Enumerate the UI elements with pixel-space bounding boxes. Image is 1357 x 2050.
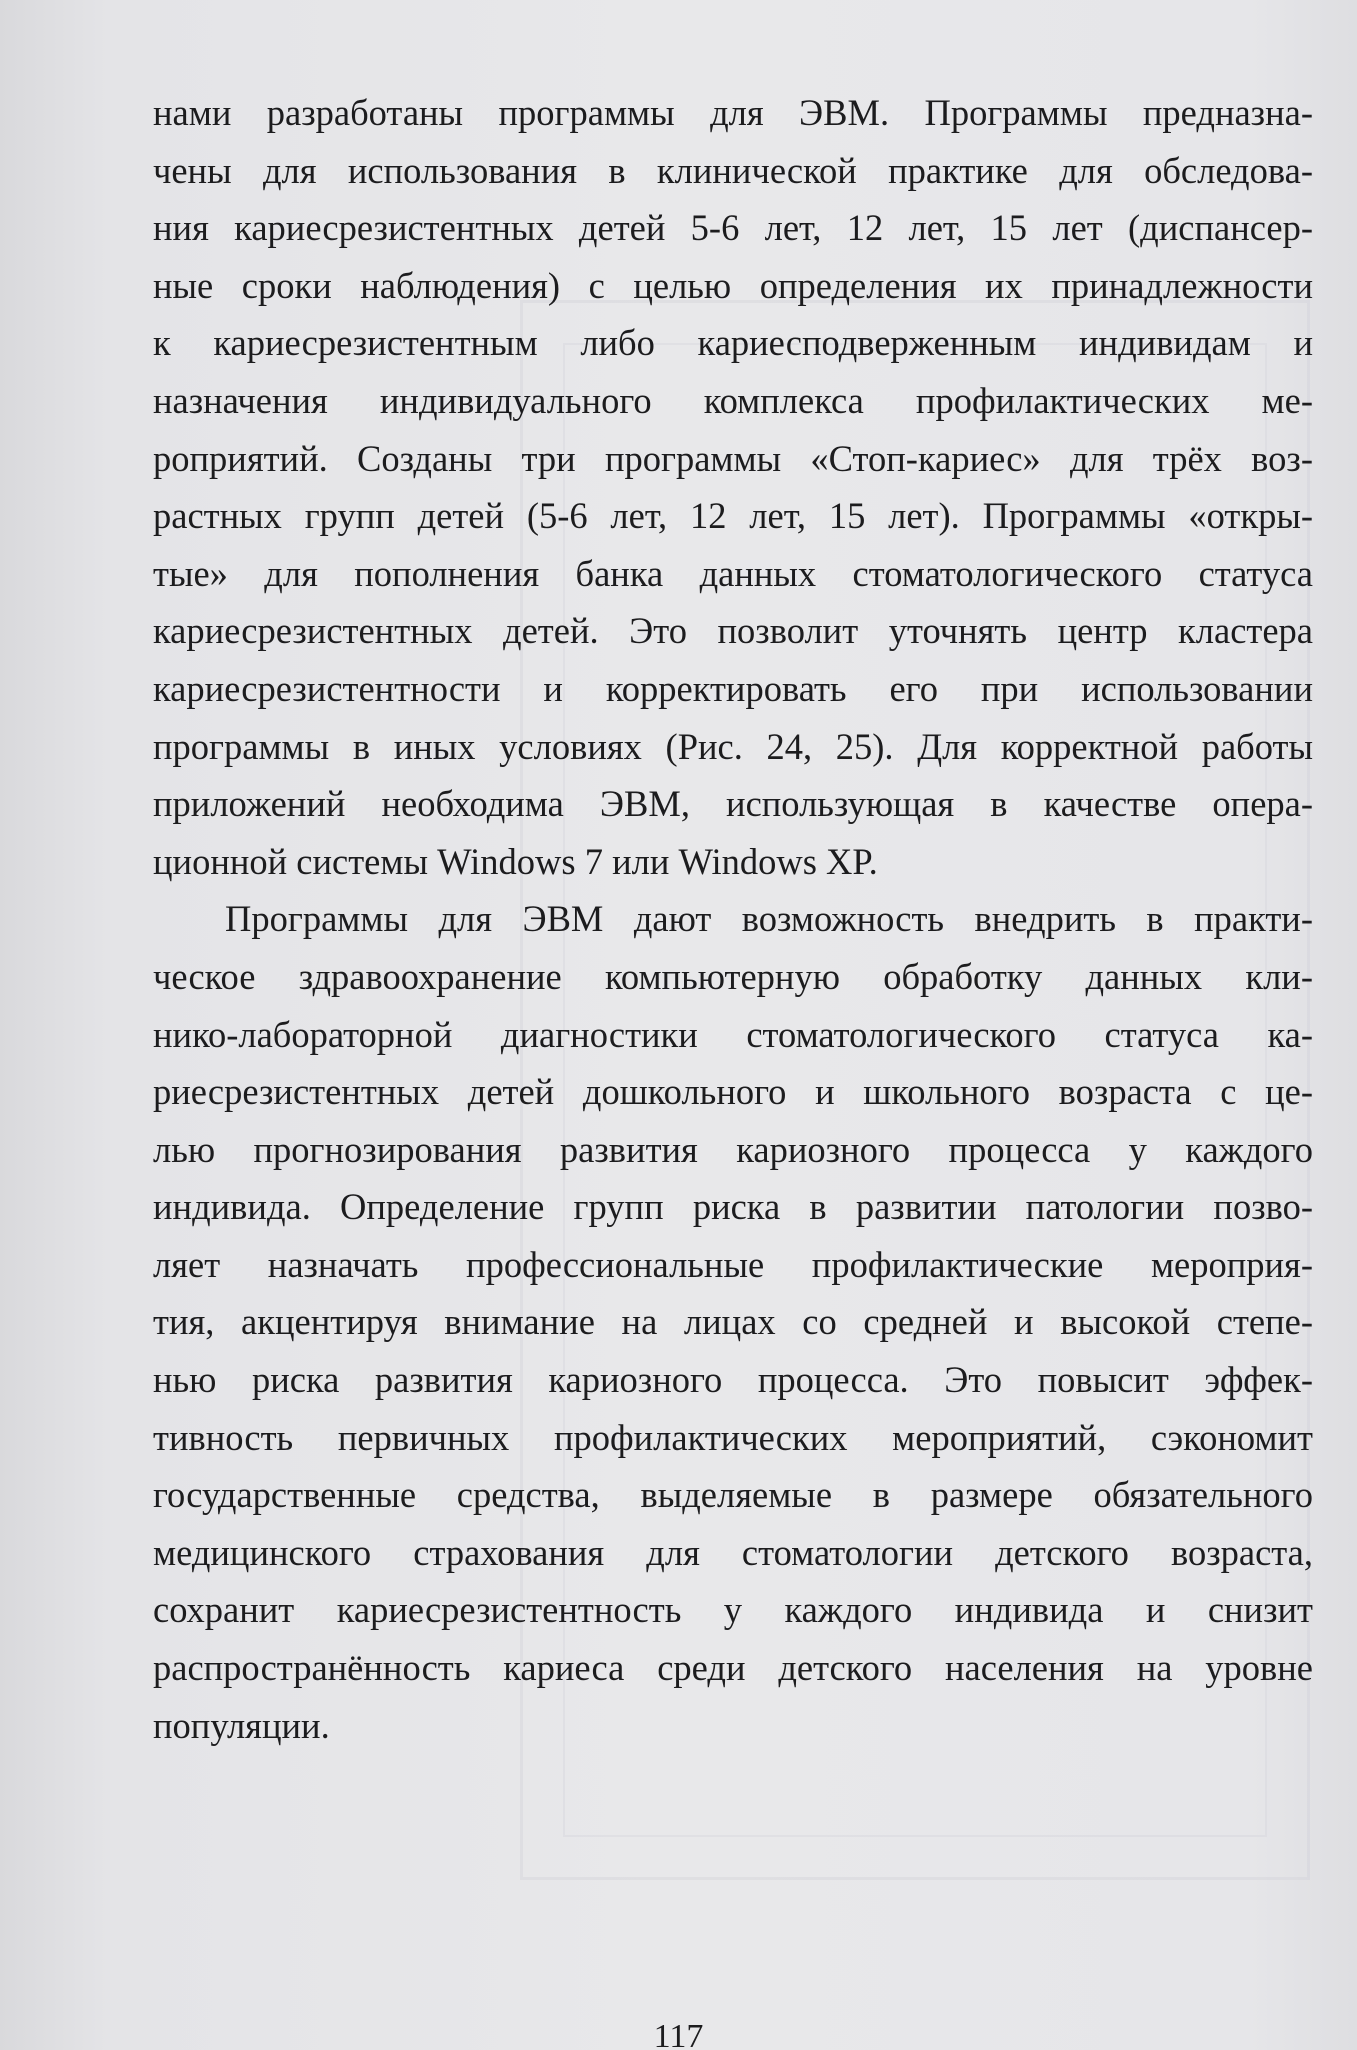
text-line: ния кариесрезистентных детей 5-6 лет, 12 лет, 15 лет (диспансер-	[153, 207, 1313, 249]
text-line: ционной системы Windows 7 или Windows XP.	[153, 840, 878, 882]
text-line: популяции.	[153, 1704, 330, 1746]
text-line: медицинского страхования для стоматологии детского возраста,	[153, 1531, 1313, 1573]
text-line: программы в иных условиях (Рис. 24, 25). Для корректной работы	[153, 725, 1313, 767]
paragraph-1	[153, 84, 1313, 890]
text-line: нью риска развития кариозного процесса. Это повысит эффек-	[153, 1359, 1313, 1401]
text-line: роприятий. Созданы три программы «Стоп-кариес» для трёх воз-	[153, 437, 1313, 479]
text-line: нико-лабораторной диагностики стоматологического статуса ка-	[153, 1013, 1313, 1055]
body-text	[153, 84, 1313, 1754]
text-line: сохранит кариесрезистентность у каждого индивида и снизит	[153, 1589, 1313, 1631]
text-line: ляет назначать профессиональные профилактические мероприя-	[153, 1243, 1313, 1285]
text-line: тия, акцентируя внимание на лицах со средней и высокой степе-	[153, 1301, 1313, 1343]
paragraph-2	[153, 890, 1313, 1754]
text-line: Программы для ЭВМ дают возможность внедрить в практи-	[225, 898, 1313, 940]
page-number: 117	[653, 2018, 704, 2050]
text-line: риесрезистентных детей дошкольного и школьного возраста с це-	[153, 1071, 1313, 1113]
text-line: кариесрезистентности и корректировать его при использовании	[153, 667, 1313, 709]
text-line: нами разработаны программы для ЭВМ. Программы предназна-	[153, 92, 1313, 133]
text-line: назначения индивидуального комплекса профилактических ме-	[153, 379, 1313, 421]
text-line: лью прогнозирования развития кариозного процесса у каждого	[153, 1128, 1313, 1170]
text-line: растных групп детей (5-6 лет, 12 лет, 15 лет). Программы «откры-	[153, 495, 1313, 537]
text-line: тые» для пополнения банка данных стоматологического статуса	[153, 552, 1313, 594]
text-line: приложений необходима ЭВМ, использующая в качестве опера-	[153, 783, 1313, 825]
text-line: ческое здравоохранение компьютерную обработку данных кли-	[153, 955, 1313, 997]
text-line: индивида. Определение групп риска в развитии патологии позво-	[153, 1186, 1313, 1228]
text-line: тивность первичных профилактических мероприятий, сэкономит	[153, 1416, 1313, 1458]
text-line: кариесрезистентных детей. Это позволит уточнять центр кластера	[153, 610, 1313, 652]
text-line: распространённость кариеса среди детского населения на уровне	[153, 1647, 1313, 1689]
text-line: к кариесрезистентным либо кариесподверженным индивидам и	[153, 322, 1313, 364]
text-line: ные сроки наблюдения) с целью определения их принадлежности	[153, 264, 1313, 306]
text-line: чены для использования в клинической практике для обследова-	[153, 149, 1313, 191]
text-line: государственные средства, выделяемые в размере обязательного	[153, 1474, 1313, 1516]
